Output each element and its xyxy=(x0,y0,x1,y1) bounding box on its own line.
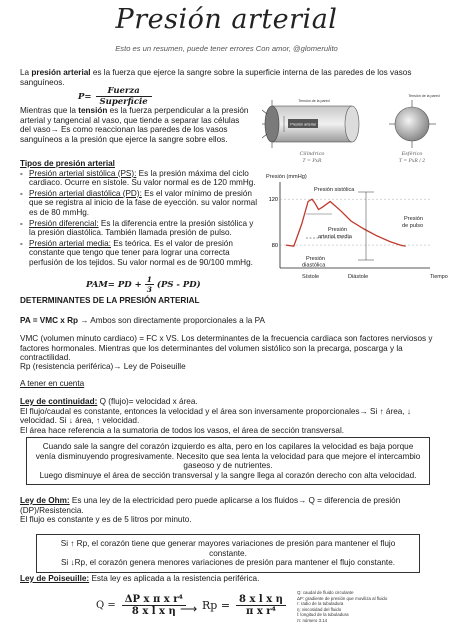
rp-line: Rp (resistencia periférica)→ Ley de Poiseuille xyxy=(20,362,186,371)
annotation-systole: Sístole xyxy=(302,274,320,280)
ohm-law: Ley de Ohm: Es una ley de la electricidad pero puede aplicarse a los fluidos→ Q = diferencia de presión (DP)/Resistencia. El flujo es constante y es de 5 litros por minuto. xyxy=(20,496,401,525)
annotation-diastole: Diástole xyxy=(348,274,369,280)
continuity-law: Ley de continuidad: Q (flujo)= velocidad x área. El flujo/caudal es constante, entonces la velocidad y el área son inversamente proporcionales→ Si ↑ área, ↓ velocidad. Si ↓ área, ↑ velocidad. El área hace referencia a la sumatoria de todos los vasos, el área de sección transversal. xyxy=(20,397,411,435)
note-heading: A tener en cuenta xyxy=(20,379,85,388)
page-subtitle: Esto es un resumen, puede tener errores Con amor, @glomerulito xyxy=(115,44,338,53)
poiseuille-legend xyxy=(297,590,447,624)
intro-paragraph: La presión arterial es la fuerza que ejerce la sangre sobre la superficie interna de las paredes de los vasos sanguíneos. xyxy=(20,68,412,87)
poiseuille-law: Ley de Poiseuille: Esta ley es aplicada a la resistencia periférica. xyxy=(20,574,260,583)
annotation-pulse: Presión de pulso xyxy=(402,216,424,229)
poiseuille-rp-formula: Rp = $\frac{\text{8 x l x η}}{\text{π x r⁴}}$ xyxy=(202,594,286,617)
annotation-mean: Presión arterial media xyxy=(318,227,352,240)
x-axis-label: Tiempo xyxy=(430,274,448,280)
determinants-heading: DETERMINANTES DE LA PRESIÓN ARTERIAL xyxy=(20,296,200,305)
legend-item: π: número 3.14 xyxy=(297,617,328,623)
pa-equation: PA = VMC x Rp → Ambos son directamente proporcionales a la PA xyxy=(20,316,265,325)
legend-item: Q: caudal de fluido circulante xyxy=(297,590,354,595)
sphere-top-label: Tensión de la pared xyxy=(408,94,440,98)
pressure-types-section xyxy=(20,159,260,269)
tension-paragraph: Mientras que la tensión es la fuerza perpendicular a la presión arterial y tangencial al vaso, que tiende a separar las células del vaso→ Es como reaccionan las paredes de los vasos sanguíneos a la presión que ejerce la sangre sobre ellos. xyxy=(20,106,249,144)
pressure-types-heading: Tipos de presión arterial xyxy=(20,159,115,168)
velocity-note-box: Cuando sale la sangre del corazón izquierdo es alta, pero en los capilares la velocidad es baja porque venía disminuyendo progresivamente. Necesito que sea lenta la velocidad para que mejore el intercambio gaseoso y de nutrientes. Luego disminuye el área de sección transversal y la sangre llega al corazón derecho con alta velocidad. xyxy=(26,437,430,485)
pressure-type-item: - Presión arterial media: Es teórica. Es el valor de presión constante que tengo que tener para lograr una correcta perfusión de los tejidos. Su valor normal es de 90/100 mmHg. xyxy=(20,239,260,268)
resistance-note-box: Si ↑ Rp, el corazón tiene que generar mayores variaciones de presión para mantener el flujo constante. Si ↓Rp, el corazón genera menores variaciones de presión para mantener el flujo constante. xyxy=(36,534,420,573)
pressure-type-item: - Presión arterial sistólica (PS): Es la presión máxima del ciclo cardiaco. Ocurre en sístole. Su valor normal es de 120 mmHg. xyxy=(20,169,260,188)
page-title: Presión arterial xyxy=(115,4,338,35)
vessel-top-label: Tensión de la pared xyxy=(298,99,330,103)
cylinder-label: Cilíndrico xyxy=(299,151,325,157)
legend-item: l: longitud de la tubuladura xyxy=(297,612,349,618)
legend-item: η: viscosidad del fluido xyxy=(297,606,342,612)
annotation-diastolic: Presión diastólica xyxy=(302,256,326,269)
y-tick-label: 120 xyxy=(268,197,278,204)
y-axis-label: Presión (mmHg) xyxy=(266,174,307,180)
poiseuille-q-formula: Q = $\frac{\text{ΔP x π x r⁴}}{\text{8 x l x η}}$ xyxy=(96,594,186,617)
annotation-systolic: Presión sistólica xyxy=(314,187,355,193)
pressure-type-item: - Presión arterial diastólica (PD): Es el valor mínimo de presión que se registra al inicio de la fase de eyección. su valor normal es de 80 mmHg. xyxy=(20,189,260,218)
sphere-label: Esférico xyxy=(401,151,423,157)
legend-item: r: radio de la tubuladura xyxy=(297,601,344,607)
pressure-chart xyxy=(262,168,450,280)
pressure-type-item: - Presión diferencial: Es la diferencia entre la presión sistólica y la presión diastólica. También llamada presión de pulso. xyxy=(20,219,260,238)
pressure-formula: P= Fuerza Superficie xyxy=(78,86,152,107)
legend-item: ΔP: gradiente de presión que moviliza al fluido xyxy=(297,595,388,601)
vmc-paragraph: VMC (volumen minuto cardiaco) = FC x VS. Los determinantes de la frecuencia cardiaca son factores nerviosos y factores hormonales. Mientras que los determinantes del volumen sistólico son la precarga, poscarga y la contractilidad. xyxy=(20,334,433,363)
sphere-formula: T = PxR / 2 xyxy=(398,159,426,164)
y-tick-label: 80 xyxy=(271,243,278,250)
vessel-tension-diagram xyxy=(262,88,442,168)
cylinder-formula: T = PxR xyxy=(302,159,322,164)
arrow-icon: ⟶ xyxy=(180,602,198,616)
vessel-inner-label: Presión arterial xyxy=(290,122,316,127)
pam-formula: PAM= PD + $\frac{1}{3}$ (PS - PD) xyxy=(86,275,201,294)
